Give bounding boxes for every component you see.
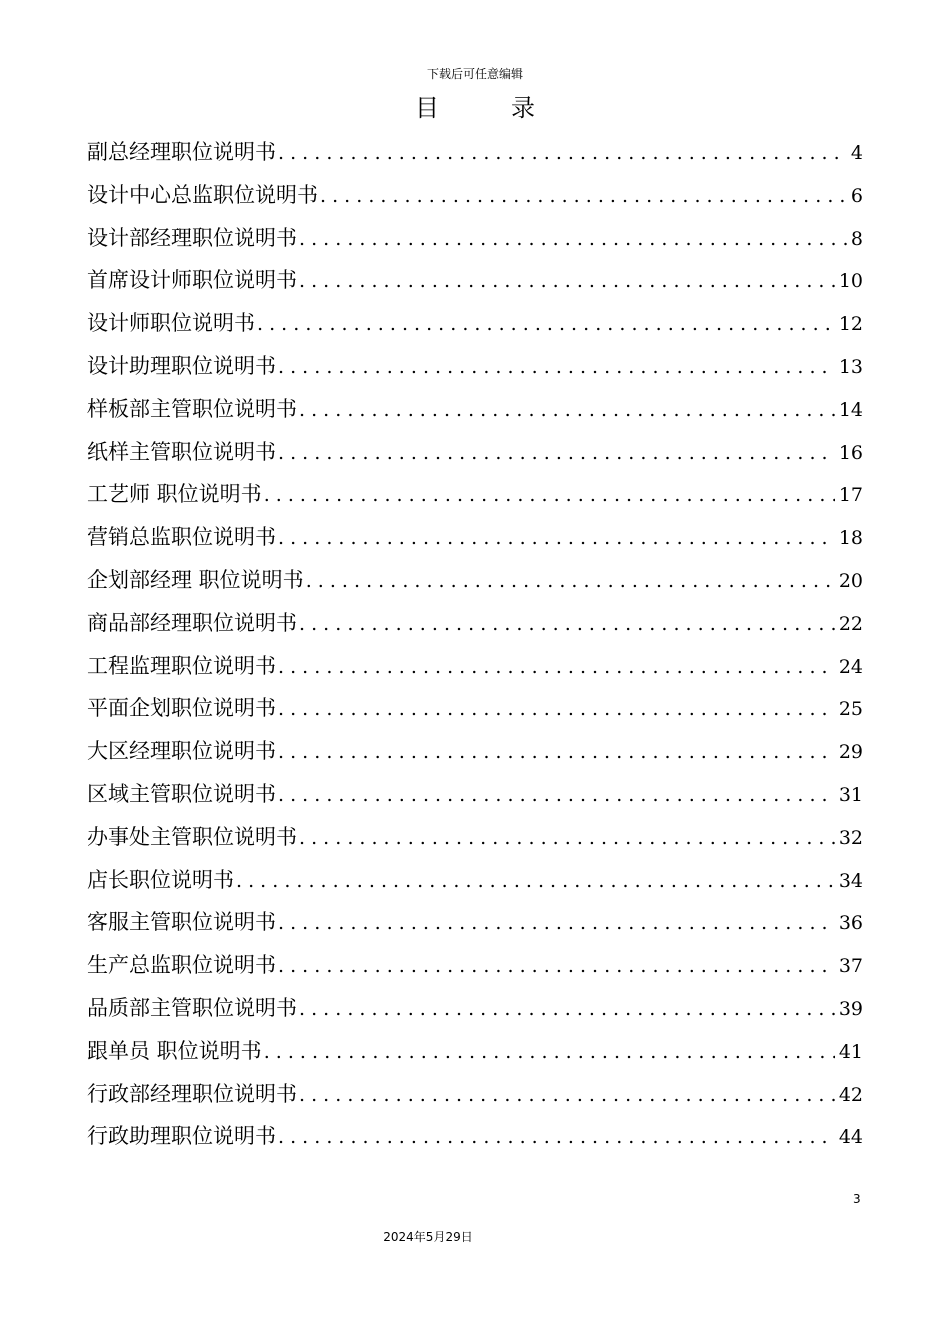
- toc-entry-label: 生产总监职位说明书: [87, 953, 276, 978]
- toc-leader-dots: [299, 260, 835, 303]
- toc-entry[interactable]: [87, 645, 863, 688]
- toc-entry-page: 14: [838, 398, 863, 421]
- toc-entry-page: 32: [838, 826, 863, 849]
- toc-leader-dots: [278, 346, 835, 389]
- toc-entry-label: 跟单员 职位说明书: [87, 1038, 262, 1063]
- toc-leader-dots: [278, 731, 835, 774]
- toc-entry-label: 行政助理职位说明书: [87, 1124, 276, 1149]
- toc-leader-dots: [264, 1031, 835, 1074]
- toc-entry-page: 24: [838, 655, 863, 678]
- toc-leader-dots: [299, 817, 835, 860]
- toc-leader-dots: [278, 432, 835, 475]
- toc-entry-page: 37: [838, 955, 863, 978]
- toc-entry-label: 工程监理职位说明书: [87, 653, 276, 678]
- toc-entry-page: 18: [838, 527, 863, 550]
- toc-leader-dots: [257, 303, 835, 346]
- toc-entry[interactable]: [87, 431, 863, 474]
- toc-entry-label: 大区经理职位说明书: [87, 739, 276, 764]
- toc-list: [87, 131, 863, 1158]
- toc-leader-dots: [320, 175, 847, 218]
- toc-entry[interactable]: [87, 516, 863, 559]
- toc-leader-dots: [299, 603, 835, 646]
- toc-entry-page: 10: [838, 270, 863, 293]
- toc-entry[interactable]: [87, 473, 863, 516]
- toc-entry[interactable]: [87, 1030, 863, 1073]
- toc-leader-dots: [264, 474, 835, 517]
- toc-leader-dots: [299, 218, 847, 261]
- toc-leader-dots: [278, 132, 847, 175]
- toc-entry-page: 12: [838, 313, 863, 336]
- toc-entry-page: 8: [850, 227, 863, 250]
- toc-entry-label: 纸样主管职位说明书: [87, 439, 276, 464]
- toc-leader-dots: [299, 389, 835, 432]
- header-note: 下载后可任意编辑: [426, 67, 523, 81]
- page-number: 3: [853, 1192, 861, 1206]
- toc-entry[interactable]: [87, 345, 863, 388]
- toc-entry-page: 16: [838, 441, 863, 464]
- toc-leader-dots: [306, 560, 835, 603]
- toc-entry-page: 22: [838, 612, 863, 635]
- toc-leader-dots: [278, 517, 835, 560]
- toc-entry-label: 副总经理职位说明书: [87, 140, 276, 164]
- toc-entry-page: 34: [838, 869, 863, 892]
- toc-entry[interactable]: [87, 559, 863, 602]
- toc-entry-label: 设计师职位说明书: [87, 311, 255, 336]
- toc-entry-page: 42: [838, 1083, 863, 1106]
- toc-entry[interactable]: [87, 174, 863, 217]
- toc-entry[interactable]: [87, 1115, 863, 1158]
- toc-entry-label: 首席设计师职位说明书: [87, 268, 297, 293]
- toc-leader-dots: [278, 945, 835, 988]
- toc-entry-label: 设计部经理职位说明书: [87, 225, 297, 250]
- toc-leader-dots: [278, 688, 835, 731]
- toc-entry[interactable]: [87, 687, 863, 730]
- toc-leader-dots: [278, 646, 835, 689]
- toc-entry-label: 办事处主管职位说明书: [87, 824, 297, 849]
- toc-entry[interactable]: [87, 773, 863, 816]
- toc-entry[interactable]: [87, 987, 863, 1030]
- toc-entry[interactable]: [87, 944, 863, 987]
- footer-date: 2024年5月29日: [383, 1230, 473, 1244]
- toc-entry-page: 44: [838, 1126, 863, 1149]
- toc-entry[interactable]: [87, 1073, 863, 1116]
- toc-entry-page: 6: [850, 184, 863, 207]
- toc-entry-label: 设计助理职位说明书: [87, 353, 276, 378]
- toc-leader-dots: [299, 988, 835, 1031]
- toc-entry-label: 平面企划职位说明书: [87, 696, 276, 721]
- toc-entry-page: 25: [838, 698, 863, 721]
- toc-leader-dots: [278, 902, 835, 945]
- toc-entry-page: 4: [850, 142, 863, 164]
- toc-entry-label: 店长职位说明书: [87, 867, 234, 892]
- toc-entry-label: 设计中心总监职位说明书: [87, 182, 318, 207]
- toc-entry-page: 17: [838, 484, 863, 507]
- toc-entry-page: 36: [838, 912, 863, 935]
- toc-entry[interactable]: [87, 901, 863, 944]
- toc-entry-label: 行政部经理职位说明书: [87, 1081, 297, 1106]
- toc-leader-dots: [236, 860, 835, 903]
- toc-entry-label: 营销总监职位说明书: [87, 525, 276, 550]
- toc-entry[interactable]: [87, 730, 863, 773]
- toc-leader-dots: [278, 1116, 835, 1159]
- toc-entry-label: 商品部经理职位说明书: [87, 610, 297, 635]
- toc-entry-page: 13: [838, 355, 863, 378]
- toc-entry-page: 41: [838, 1040, 863, 1063]
- toc-entry[interactable]: [87, 131, 863, 174]
- toc-entry-label: 客服主管职位说明书: [87, 910, 276, 935]
- toc-entry[interactable]: [87, 302, 863, 345]
- toc-leader-dots: [299, 1074, 835, 1117]
- toc-entry-page: 31: [838, 783, 863, 806]
- toc-entry[interactable]: [87, 816, 863, 859]
- toc-entry[interactable]: [87, 259, 863, 302]
- toc-leader-dots: [278, 774, 835, 817]
- toc-entry[interactable]: [87, 388, 863, 431]
- toc-entry-page: 29: [838, 741, 863, 764]
- toc-entry[interactable]: [87, 602, 863, 645]
- toc-entry-label: 品质部主管职位说明书: [87, 995, 297, 1020]
- toc-title: 目录: [415, 94, 607, 122]
- toc-entry-page: 39: [838, 997, 863, 1020]
- toc-entry-label: 工艺师 职位说明书: [87, 482, 262, 507]
- toc-entry-label: 企划部经理 职位说明书: [87, 567, 304, 592]
- toc-entry-page: 20: [838, 569, 863, 592]
- toc-entry-label: 样板部主管职位说明书: [87, 396, 297, 421]
- toc-entry[interactable]: [87, 859, 863, 902]
- toc-entry-label: 区域主管职位说明书: [87, 781, 276, 806]
- toc-entry[interactable]: [87, 217, 863, 260]
